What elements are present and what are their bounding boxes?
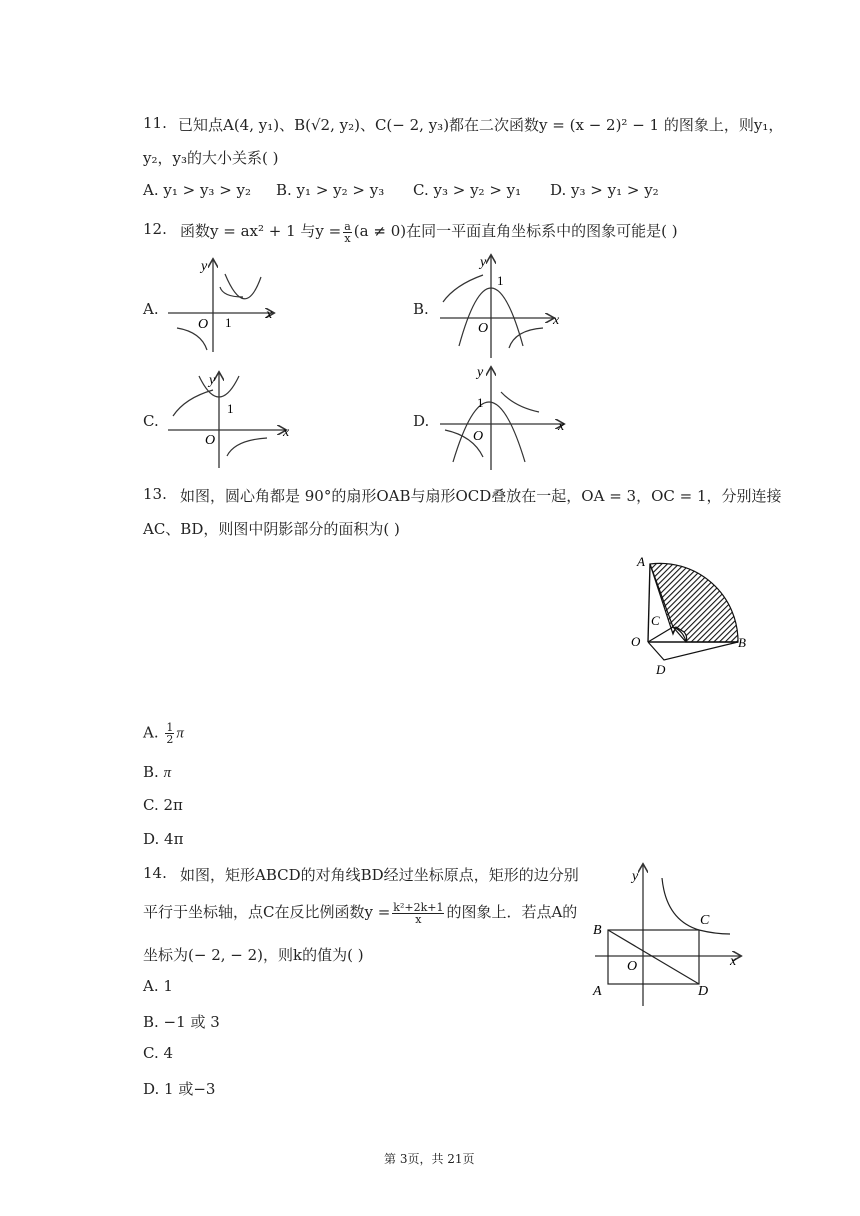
q11-stem-line2: y₂，y₃的大小关系( ) — [143, 149, 279, 167]
q13-option-b — [143, 763, 171, 782]
tick-one-label: 1 — [477, 395, 484, 410]
q12-stem — [180, 220, 678, 244]
origin-label: O — [627, 959, 638, 974]
q13-option-a-label: A. — [143, 723, 159, 742]
origin-label: O — [478, 321, 489, 336]
x-axis-label: x — [283, 425, 290, 440]
q12-frac-den: x — [344, 231, 351, 245]
q12-stem-part-a: 函数y = ax² + 1 与y = — [180, 222, 342, 240]
point-a-label: A — [593, 984, 602, 999]
x-axis-label: x — [730, 954, 737, 969]
q14-option-c: C. 4 — [143, 1044, 174, 1062]
q14-stem-line2-b: 的图象上．若点A的 — [446, 903, 578, 921]
q12-option-d-label: D. — [413, 412, 430, 430]
q13-option-b-text: π — [163, 765, 172, 781]
q14-stem-line1: 如图，矩形ABCD的对角线BD经过坐标原点，矩形的边分别 — [180, 866, 579, 884]
y-axis-label: y — [480, 255, 487, 270]
q12-option-a-label: A. — [143, 300, 159, 318]
q13-option-d-text: 4π — [164, 830, 184, 848]
origin-label: O — [198, 317, 209, 332]
q11-option-b: B. y₁ > y₂ > y₃ — [276, 181, 385, 199]
q14-stem-line3: 坐标为(− 2, − 2)，则k的值为( ) — [143, 946, 364, 964]
q12-stem-part-b: (a ≠ 0)在同一平面直角坐标系中的图象可能是( ) — [353, 222, 678, 240]
q13-option-c-text: 2π — [163, 796, 183, 814]
q14-option-b: B. −1 或 3 — [143, 1013, 220, 1031]
q13-option-b-label: B. — [143, 763, 159, 781]
q14-option-a: A. 1 — [143, 977, 173, 995]
y-axis-label: y — [477, 365, 484, 380]
q11-option-c: C. y₃ > y₂ > y₁ — [413, 181, 522, 199]
q12-frac-num: a — [344, 219, 351, 233]
tick-one-label: 1 — [227, 401, 234, 416]
origin-label: O — [473, 429, 484, 444]
q12-graph-a — [163, 252, 283, 358]
q14-option-d: D. 1 或−3 — [143, 1080, 216, 1098]
tick-one-label: 1 — [497, 273, 504, 288]
q12-graph-b — [435, 250, 565, 362]
q11-option-d: D. y₃ > y₁ > y₂ — [550, 181, 659, 199]
q13-option-d-label: D. — [143, 830, 160, 848]
frac-num: k²+2k+1 — [393, 900, 444, 914]
q12-option-c-label: C. — [143, 412, 159, 430]
q14-stem-line2 — [143, 901, 577, 925]
q11-option-a: A. y₁ > y₃ > y₂ — [143, 181, 252, 199]
q13-option-c — [143, 796, 183, 814]
q14-number: 14. — [143, 864, 167, 882]
q13-figure — [626, 548, 756, 682]
q12-fraction — [343, 221, 352, 244]
frac-den: 2 — [166, 733, 174, 746]
q12-number: 12. — [143, 220, 167, 238]
q11-stem-line1: 已知点A(4, y₁)、B(√2, y₂)、C(− 2, y₃)都在二次函数y = (x − 2)² − 1 的图象上，则y₁， — [178, 116, 784, 134]
page-footer: 第 3页，共 21页 — [384, 1152, 475, 1166]
q12-option-b-label: B. — [413, 300, 429, 318]
point-d-label: D — [656, 662, 666, 677]
point-c-label: C — [700, 913, 710, 928]
x-axis-label: x — [266, 307, 273, 322]
q13-number: 13. — [143, 485, 167, 503]
q13-option-a-text: π — [176, 725, 184, 742]
x-axis-label: x — [553, 313, 560, 328]
q14-stem-line2-a: 平行于坐标轴，点C在反比例函数y = — [143, 903, 391, 921]
q13-option-c-label: C. — [143, 796, 159, 814]
point-b-label: B — [738, 635, 746, 650]
q13-option-d — [143, 830, 183, 848]
q13-stem-line1: 如图，圆心角都是 90°的扇形OAB与扇形OCD叠放在一起，OA = 3，OC = 1，分别连接 — [180, 487, 782, 505]
q12-graph-c — [163, 368, 298, 472]
y-axis-label: y — [209, 373, 216, 388]
point-d-label: D — [698, 984, 709, 999]
y-axis-label: y — [201, 259, 208, 274]
q13-option-a-fraction — [165, 722, 174, 745]
q11-number: 11. — [143, 114, 167, 132]
frac-den: x — [415, 912, 422, 926]
point-o-label: O — [631, 634, 641, 649]
point-a-label: A — [637, 554, 645, 569]
q14-fraction — [392, 902, 444, 925]
tick-one-label: 1 — [225, 315, 232, 330]
frac-num: 1 — [166, 721, 174, 734]
point-b-label: B — [593, 923, 602, 938]
q12-graph-d — [435, 362, 570, 472]
y-axis-label: y — [632, 869, 639, 884]
q13-option-a — [143, 722, 184, 745]
q14-figure — [590, 860, 745, 1010]
origin-label: O — [205, 433, 216, 448]
x-axis-label: x — [558, 419, 565, 434]
point-c-label: C — [651, 613, 660, 628]
q13-stem-line2: AC、BD，则图中阴影部分的面积为( ) — [143, 520, 400, 538]
